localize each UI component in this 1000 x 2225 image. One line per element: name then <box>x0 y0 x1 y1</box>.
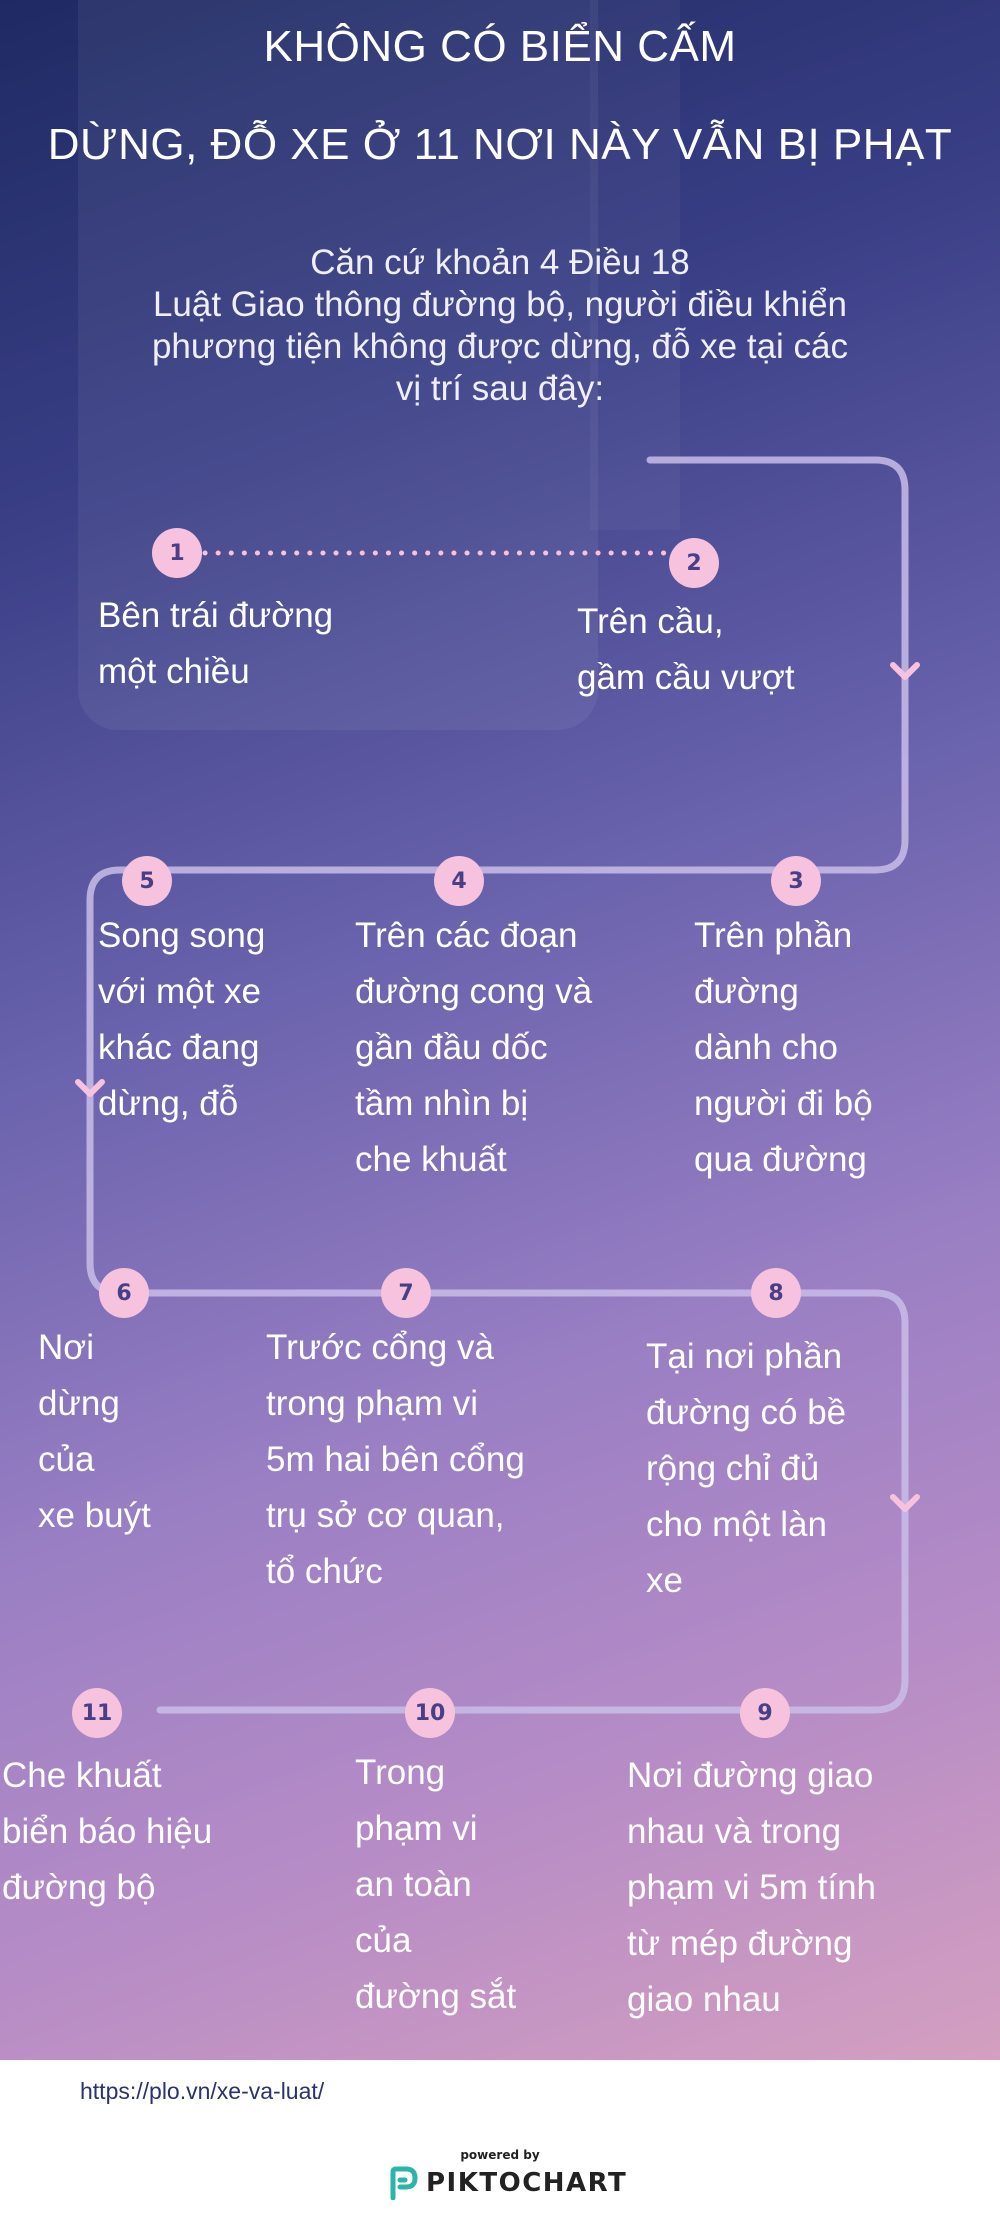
step-text-11 <box>2 1748 242 1916</box>
text-line: Nơi <box>38 1328 95 1367</box>
step-badge-1: 1 <box>152 528 202 578</box>
text-line: giao nhau <box>627 1980 781 2019</box>
step-text-4 <box>355 908 613 1188</box>
step-text-8 <box>646 1329 874 1609</box>
text-line: với một xe <box>98 972 261 1011</box>
intro-line: phương tiện không được dừng, đỗ xe tại các <box>151 327 849 366</box>
source-link[interactable]: https://plo.vn/xe-va-luat/ <box>80 2078 325 2104</box>
text-line: Trên cầu, <box>577 602 724 641</box>
text-line: dừng <box>38 1384 120 1423</box>
title-line-2: DỪNG, ĐỖ XE Ở 11 NƠI NÀY VẪN BỊ PHẠT <box>47 120 953 169</box>
step-badge-6: 6 <box>99 1268 149 1318</box>
text-line: che khuất <box>355 1140 507 1179</box>
step-text-10 <box>355 1745 555 2025</box>
text-line: Trong <box>355 1753 446 1792</box>
text-line: Nơi đường giao <box>627 1756 874 1795</box>
piktochart-icon <box>388 2166 418 2200</box>
powered-by-label: powered by <box>460 2148 540 2162</box>
text-line: của <box>355 1921 412 1960</box>
text-line: xe buýt <box>38 1496 151 1535</box>
text-line: Che khuất <box>2 1756 162 1795</box>
step-badge-11: 11 <box>72 1688 122 1738</box>
intro-line: vị trí sau đây: <box>395 369 605 408</box>
intro-line: Căn cứ khoản 4 Điều 18 <box>310 243 690 282</box>
brand-name: PIKTOCHART <box>426 2168 628 2198</box>
step-badge-10: 10 <box>405 1688 455 1738</box>
step-badge-3: 3 <box>771 856 821 906</box>
text-line: cho một làn <box>646 1505 827 1544</box>
text-line: Bên trái đường <box>98 596 334 635</box>
text-line: một chiều <box>98 652 250 691</box>
text-line: khác đang <box>98 1028 260 1067</box>
text-line: biển báo hiệu <box>2 1812 213 1851</box>
text-line: Trước cổng và <box>266 1328 494 1367</box>
step-badge-4: 4 <box>434 856 484 906</box>
text-line: dừng, đỗ <box>98 1084 239 1123</box>
step-text-9 <box>627 1748 914 2028</box>
text-line: tổ chức <box>266 1552 383 1591</box>
text-line: trong phạm vi <box>266 1384 479 1423</box>
text-line: đường sắt <box>355 1977 517 2016</box>
step-badge-7: 7 <box>381 1268 431 1318</box>
text-line: Song song <box>98 916 266 955</box>
step-badge-9: 9 <box>740 1688 790 1738</box>
title-line-1: KHÔNG CÓ BIỂN CẤM <box>263 22 737 71</box>
step-text-3 <box>694 908 900 1188</box>
text-line: 5m hai bên cổng <box>266 1440 525 1479</box>
step-text-6 <box>38 1320 238 1544</box>
text-line: Trên phần <box>694 916 853 955</box>
text-line: xe <box>646 1561 683 1600</box>
step-text-2 <box>577 594 877 706</box>
text-line: an toàn <box>355 1865 472 1904</box>
text-line: đường có bề <box>646 1393 847 1432</box>
text-line: rộng chỉ đủ <box>646 1449 820 1488</box>
text-line: nhau và trong <box>627 1812 842 1851</box>
text-line: người đi bộ <box>694 1084 873 1123</box>
text-line: Tại nơi phần <box>646 1337 843 1376</box>
intro-line: Luật Giao thông đường bộ, người điều khiển <box>152 285 848 324</box>
text-line: tầm nhìn bị <box>355 1084 529 1123</box>
text-line: đường <box>694 972 799 1011</box>
text-line: Trên các đoạn <box>355 916 578 955</box>
piktochart-logo[interactable] <box>388 2166 627 2200</box>
step-text-7 <box>266 1320 556 1600</box>
step-badge-2: 2 <box>669 538 719 588</box>
text-line: phạm vi 5m tính <box>627 1868 876 1907</box>
step-badge-8: 8 <box>751 1268 801 1318</box>
text-line: gầm cầu vượt <box>577 658 795 697</box>
text-line: dành cho <box>694 1028 839 1067</box>
text-line: của <box>38 1440 95 1479</box>
text-line: trụ sở cơ quan, <box>266 1496 505 1535</box>
step-text-1 <box>98 588 398 700</box>
text-line: phạm vi <box>355 1809 478 1848</box>
step-text-5 <box>98 908 294 1132</box>
text-line: gần đầu dốc <box>355 1028 548 1067</box>
text-line: qua đường <box>694 1140 867 1179</box>
text-line: đường bộ <box>2 1868 156 1907</box>
text-line: từ mép đường <box>627 1924 853 1963</box>
text-line: đường cong và <box>355 972 593 1011</box>
step-badge-5: 5 <box>122 856 172 906</box>
